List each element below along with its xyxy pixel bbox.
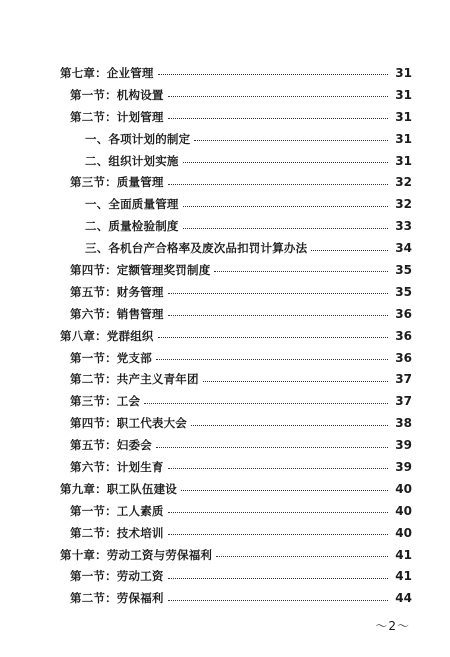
toc-entry — [0, 150, 450, 172]
dot-leader — [168, 184, 388, 185]
toc-entry-page: 32 — [395, 197, 412, 212]
dot-leader — [191, 425, 388, 426]
toc-entry-title: 第二节：计划管理 — [70, 109, 164, 124]
toc-entry-title: 二、质量检验制度 — [85, 219, 179, 234]
toc-entry-title: 第十章：劳动工资与劳保福利 — [60, 547, 213, 562]
toc-entry — [0, 478, 450, 500]
toc-entry — [0, 62, 450, 84]
toc-entry-title: 第一节：工人素质 — [70, 503, 164, 518]
toc-entry-page: 33 — [395, 219, 412, 234]
toc-entry-page: 32 — [395, 175, 412, 190]
dot-leader — [216, 556, 388, 557]
toc-entry-page: 39 — [395, 459, 412, 474]
toc-entry — [0, 215, 450, 237]
toc-entry-page: 36 — [395, 306, 412, 321]
dot-leader — [158, 337, 388, 338]
toc-entry — [0, 390, 450, 412]
table-of-contents — [0, 62, 450, 609]
toc-entry-page: 41 — [395, 547, 412, 562]
dot-leader — [168, 468, 388, 469]
toc-entry-title: 第五节：财务管理 — [70, 284, 164, 299]
dot-leader — [144, 403, 388, 404]
toc-entry — [0, 412, 450, 434]
dot-leader — [181, 490, 388, 491]
toc-entry-title: 第一节：党支部 — [70, 350, 152, 365]
dot-leader — [168, 96, 388, 97]
toc-entry — [0, 303, 450, 325]
toc-entry — [0, 347, 450, 369]
dot-leader — [158, 74, 388, 75]
dot-leader — [214, 271, 388, 272]
toc-entry-title: 第四节：定额管理奖罚制度 — [70, 262, 211, 277]
dot-leader — [203, 381, 388, 382]
toc-entry-title: 第六节：销售管理 — [70, 306, 164, 321]
toc-entry-title: 第二节：共产主义青年团 — [70, 372, 199, 387]
toc-entry-title: 第二节：技术培训 — [70, 525, 164, 540]
toc-entry — [0, 281, 450, 303]
toc-entry — [0, 237, 450, 259]
toc-entry-page: 40 — [395, 503, 412, 518]
dot-leader — [168, 118, 388, 119]
toc-entry — [0, 368, 450, 390]
toc-entry-page: 35 — [395, 284, 412, 299]
toc-entry — [0, 84, 450, 106]
page-number: ～2～ — [375, 619, 410, 633]
toc-entry-page: 36 — [395, 328, 412, 343]
toc-entry-page: 35 — [395, 262, 412, 277]
toc-entry-page: 31 — [395, 131, 412, 146]
dot-leader — [168, 512, 388, 513]
dot-leader — [311, 250, 388, 251]
toc-entry-page: 37 — [395, 372, 412, 387]
dot-leader — [156, 447, 388, 448]
dot-leader — [183, 206, 388, 207]
toc-entry-title: 二、组织计划实施 — [85, 153, 179, 168]
toc-entry-title: 第九章：职工队伍建设 — [60, 481, 177, 496]
toc-entry-page: 31 — [395, 87, 412, 102]
toc-entry — [0, 106, 450, 128]
toc-entry-title: 第六节：计划生育 — [70, 459, 164, 474]
toc-entry-title: 第一节：机构设置 — [70, 87, 164, 102]
dot-leader — [183, 228, 388, 229]
toc-entry — [0, 434, 450, 456]
toc-entry-page: 38 — [395, 416, 412, 431]
toc-entry-page: 31 — [395, 65, 412, 80]
toc-entry — [0, 500, 450, 522]
toc-entry — [0, 325, 450, 347]
dot-leader — [168, 578, 388, 579]
toc-entry-title: 一、各项计划的制定 — [85, 131, 191, 146]
toc-entry-title: 第三节：质量管理 — [70, 175, 164, 190]
toc-entry-title: 第四节：职工代表大会 — [70, 416, 187, 431]
toc-entry-page: 31 — [395, 153, 412, 168]
toc-entry — [0, 565, 450, 587]
toc-entry — [0, 522, 450, 544]
dot-leader — [183, 162, 388, 163]
toc-entry — [0, 259, 450, 281]
toc-entry — [0, 171, 450, 193]
dot-leader — [168, 315, 388, 316]
toc-entry-page: 41 — [395, 569, 412, 584]
toc-entry-title: 第一节：劳动工资 — [70, 569, 164, 584]
toc-entry — [0, 587, 450, 609]
toc-entry-title: 第七章：企业管理 — [60, 65, 154, 80]
toc-entry-title: 第五节：妇委会 — [70, 438, 152, 453]
toc-entry-page: 40 — [395, 481, 412, 496]
toc-entry-title: 三、各机台产合格率及废次品扣罚计算办法 — [85, 241, 308, 256]
dot-leader — [194, 140, 388, 141]
toc-entry-title: 第八章：党群组织 — [60, 328, 154, 343]
dot-leader — [168, 600, 388, 601]
dot-leader — [168, 293, 388, 294]
toc-entry — [0, 544, 450, 566]
toc-entry-page: 31 — [395, 109, 412, 124]
dot-leader — [156, 359, 388, 360]
toc-entry-page: 36 — [395, 350, 412, 365]
toc-entry — [0, 456, 450, 478]
toc-entry-page: 44 — [395, 591, 412, 606]
toc-entry-title: 第二节：劳保福利 — [70, 591, 164, 606]
toc-entry-title: 第三节：工会 — [70, 394, 141, 409]
toc-entry — [0, 128, 450, 150]
toc-entry-page: 37 — [395, 394, 412, 409]
toc-entry-page: 34 — [395, 241, 412, 256]
toc-entry-page: 39 — [395, 438, 412, 453]
toc-entry — [0, 193, 450, 215]
toc-entry-page: 40 — [395, 525, 412, 540]
dot-leader — [168, 534, 388, 535]
toc-entry-title: 一、全面质量管理 — [85, 197, 179, 212]
